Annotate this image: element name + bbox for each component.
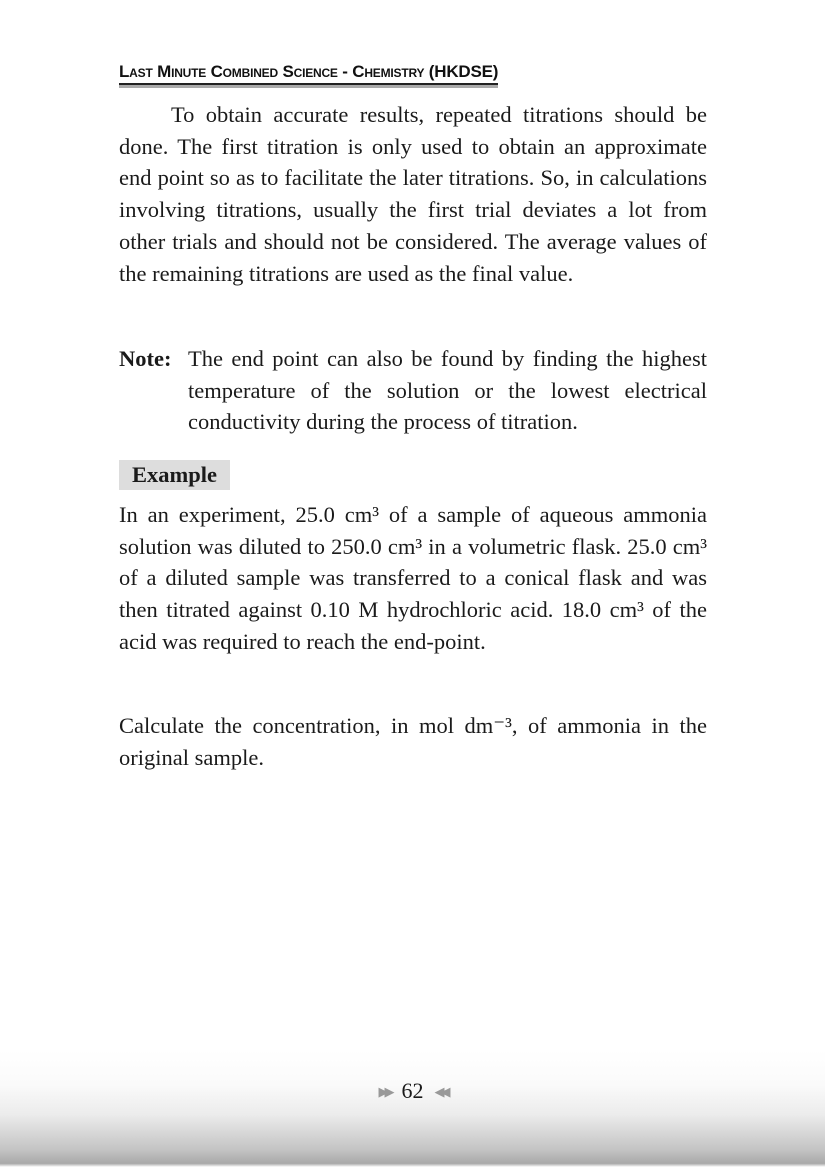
note-label: Note: [119,346,172,371]
footer-gradient [0,1050,825,1167]
page-number: 62 [401,1078,424,1103]
running-header: Last Minute Combined Science - Chemistry (HKDSE) [119,62,498,85]
left-arrows-icon: ◀◀ [434,1084,447,1099]
example-question: Calculate the concentration, in mol dm⁻³, of ammonia in the original sample. [119,713,707,770]
example-heading: Example [119,460,230,490]
intro-paragraph: To obtain accurate results, repeated titrations should be done. The first titration is only used to obtain an approximate end point so as to facilitate the later titrations. So, in calculations involving titrations, usually the first trial deviates a lot from other trials and should not be considered. The average values of the remaining titrations are used as the final value. [119,102,707,286]
right-arrows-icon: ▶▶ [378,1084,391,1099]
note-text: The end point can also be found by finding the highest temperature of the solution or the lowest electrical conductivity during the process of titration. [188,346,707,435]
note-block [119,343,707,438]
page-number-area [0,1078,825,1104]
example-text: In an experiment, 25.0 cm³ of a sample of aqueous ammonia solution was diluted to 250.0 cm³ in a volumetric flask. 25.0 cm³ of a diluted sample was transferred to a conical flask and was then titrated against 0.10 M hydrochloric acid. 18.0 cm³ of the acid was required to reach the end-point. [119,502,707,654]
